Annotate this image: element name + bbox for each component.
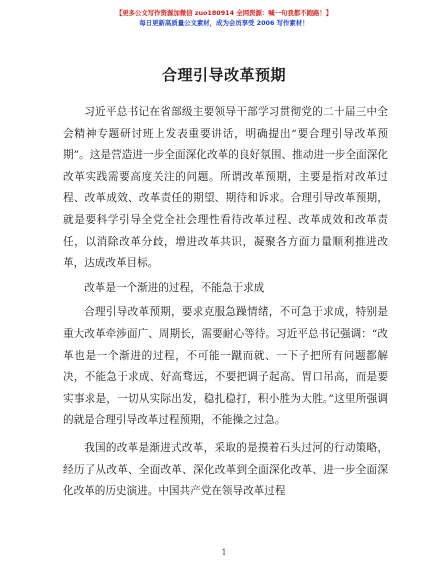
promo-banner: [0, 8, 448, 28]
promo-banner-line-1: 【更多公文写作资源加微信 zuo180914 全网资源：喊一句我都不跑路！】: [115, 9, 333, 17]
paragraph: 合理引导改革预期，要求克服急躁情绪，不可急于求成，特别是重大改革牵涉面广、周期长，需要耐心等待。习近平总书记强调：“改革也是一个渐进的过程，不可能一蹴而就、一下子把所有问题都解决，不能急于求成、好高骛远，不要把调子起高、胃口吊高，而是要实事求是，一切从实际出发，稳扎稳打，积小胜为大胜。”这里所强调的就是合理引导改革过程预期，不能操之过急。: [63, 306, 388, 427]
paragraph: 我国的改革是渐进式改革，采取的是摸着石头过河的行动策略，经历了从改革、全面改革、深化改革到全面深化改革、进一步全面深化改革的历史演进。中国共产党在领导改革过程: [63, 441, 388, 498]
document-title: 合理引导改革预期: [161, 66, 286, 84]
section-subheading: 改革是一个渐进的过程，不能急于求成: [84, 281, 265, 294]
promo-banner-line-2: 每日更新高质量公文素材，成为会员享受 2006 写作素材！: [139, 19, 309, 27]
paragraph: 习近平总书记在省部级主要领导干部学习贯彻党的二十届三中全会精神专题研讨班上发表重要讲话，明确提出“要合理引导改革预期”。这是营造进一步全面深化改革的良好氛围、推动进一步全面深化改革实践需要高度关注的问题。所谓改革预期，主要是指对改革过程、改革成效、改革责任的期望、期待和诉求。合理引导改革预期，就是要科学引导全党全社会理性看待改革过程、改革成效和改革责任，以消除改革分歧，增进改革共识，凝聚各方面力量顺利推进改革，达成改革目标。: [63, 106, 388, 270]
page-number: 1: [221, 548, 227, 557]
document-body: [63, 102, 388, 503]
